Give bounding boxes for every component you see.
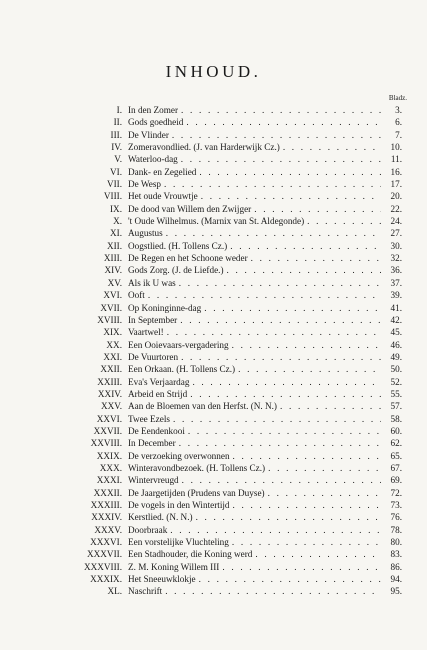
toc-entry <box>0 413 427 425</box>
dot-leader <box>128 400 381 412</box>
dot-leader <box>128 178 381 190</box>
chapter-number: I. <box>116 105 122 115</box>
chapter-number: XXX. <box>99 462 122 473</box>
chapter-number: XVII. <box>100 302 122 313</box>
chapter-title: Op Koninginne-dag <box>128 303 204 313</box>
chapter-title: Eva's Verjaardag <box>128 377 192 387</box>
page-number: 65. <box>390 450 402 461</box>
dot-leader <box>128 264 381 276</box>
toc-entry <box>0 524 427 536</box>
page-number: 57. <box>390 401 402 412</box>
page-number: 41. <box>390 302 402 313</box>
chapter-title: Een vorstelijke Vluchteling <box>128 537 232 547</box>
page-number: 94. <box>390 574 402 585</box>
chapter-number: III. <box>110 129 122 140</box>
chapter-number: X. <box>113 216 122 227</box>
chapter-number: XXVII. <box>93 425 122 436</box>
toc-entry <box>0 314 427 326</box>
dot-leader <box>128 363 381 375</box>
chapter-number: XXV. <box>100 401 122 412</box>
chapter-title: Doorbraak <box>128 525 170 535</box>
dot-leader <box>128 425 381 437</box>
dot-leader <box>128 153 381 165</box>
chapter-title: Naschrift <box>128 586 165 596</box>
chapter-title: Augustus <box>128 228 166 238</box>
toc-entry <box>0 339 427 351</box>
chapter-title: De Wesp <box>128 179 164 189</box>
chapter-number: XXXII. <box>93 487 122 498</box>
toc-entry <box>0 203 427 215</box>
toc-entry <box>0 166 427 178</box>
chapter-number: XX. <box>106 339 122 350</box>
chapter-number: XVI. <box>103 290 122 301</box>
chapter-number: IV. <box>111 142 122 153</box>
chapter-title: Het Sneeuwklokje <box>128 574 199 584</box>
dot-leader <box>128 561 381 573</box>
toc-entry <box>0 487 427 499</box>
toc-entry <box>0 474 427 486</box>
page-number: 95. <box>390 586 402 597</box>
chapter-title: 't Oude Wilhelmus. (Marnix van St. Aldegonde) <box>128 216 307 226</box>
dot-leader <box>128 585 381 597</box>
chapter-number: VI. <box>110 166 122 177</box>
chapter-title: Een Ooievaars-vergadering <box>128 340 232 350</box>
toc-entry <box>0 376 427 388</box>
page-number: 6. <box>395 117 402 128</box>
dot-leader <box>128 437 381 449</box>
page-number: 46. <box>390 339 402 350</box>
chapter-number: XII. <box>106 240 122 251</box>
table-of-contents <box>0 104 427 598</box>
chapter-number: XL. <box>107 586 122 597</box>
dot-leader <box>128 227 381 239</box>
dot-leader <box>128 166 381 178</box>
toc-entry <box>0 227 427 239</box>
chapter-number: VIII. <box>103 191 122 202</box>
chapter-number: IX. <box>110 203 122 214</box>
chapter-number: XXII. <box>100 364 122 375</box>
page-number: 27. <box>390 228 402 239</box>
toc-entry <box>0 425 427 437</box>
page-number: 39. <box>390 290 402 301</box>
dot-leader <box>128 104 381 116</box>
chapter-title: Ooft <box>128 290 148 300</box>
page-number: 52. <box>390 376 402 387</box>
chapter-title: Aan de Bloemen van den Herfst. (N. N.) <box>128 401 280 411</box>
page-number: 11. <box>390 154 402 165</box>
toc-entry <box>0 277 427 289</box>
page-number: 32. <box>390 253 402 264</box>
page-number: 86. <box>390 561 402 572</box>
page-number: 24. <box>390 216 402 227</box>
page-number: 50. <box>390 364 402 375</box>
toc-entry <box>0 363 427 375</box>
page-number: 76. <box>390 512 402 523</box>
dot-leader <box>128 413 381 425</box>
dot-leader <box>128 277 381 289</box>
page-number: 49. <box>390 351 402 362</box>
toc-entry <box>0 437 427 449</box>
chapter-number: XV. <box>107 277 122 288</box>
chapter-title: De Vlinder <box>128 130 172 140</box>
chapter-title: Oogstlied. (H. Tollens Cz.) <box>128 241 230 251</box>
dot-leader <box>128 252 381 264</box>
chapter-title: Waterloo-dag <box>128 154 181 164</box>
page-number: 83. <box>390 549 402 560</box>
dot-leader <box>128 499 381 511</box>
page-number: 62. <box>390 438 402 449</box>
dot-leader <box>128 289 381 301</box>
toc-entry <box>0 548 427 560</box>
page-number: 78. <box>390 524 402 535</box>
page-number: 55. <box>390 388 402 399</box>
chapter-number: XXVIII. <box>90 438 122 449</box>
dot-leader <box>128 474 381 486</box>
page-number: 7. <box>395 129 402 140</box>
dot-leader <box>128 462 381 474</box>
chapter-title: Twee Ezels <box>128 414 173 424</box>
page-number: 3. <box>395 105 402 115</box>
dot-leader <box>128 203 381 215</box>
toc-entry <box>0 388 427 400</box>
chapter-number: XXI. <box>103 351 122 362</box>
toc-entry <box>0 116 427 128</box>
page-number: 67. <box>390 462 402 473</box>
toc-entry <box>0 450 427 462</box>
toc-entry <box>0 561 427 573</box>
toc-entry <box>0 400 427 412</box>
chapter-title: De verzoeking overwonnen <box>128 451 233 461</box>
chapter-number: XXXVIII. <box>83 561 122 572</box>
chapter-number: XXXIV. <box>91 512 122 523</box>
page-number: 16. <box>390 166 402 177</box>
chapter-number: XXXIX. <box>90 574 122 585</box>
chapter-number: XXXVII. <box>87 549 122 560</box>
chapter-title: In September <box>128 315 180 325</box>
chapter-number: XIV. <box>104 265 122 276</box>
dot-leader <box>128 351 381 363</box>
toc-entry <box>0 289 427 301</box>
page-title: INHOUD. <box>165 62 262 81</box>
dot-leader <box>128 376 381 388</box>
dot-leader <box>128 536 381 548</box>
dot-leader <box>128 450 381 462</box>
chapter-title: Gods goedheid <box>128 117 186 127</box>
chapter-title: Dank- en Zegelied <box>128 167 199 177</box>
chapter-title: Gods Zorg. (J. de Liefde.) <box>128 265 227 275</box>
chapter-number: XXXIII. <box>90 500 122 510</box>
dot-leader <box>128 129 381 141</box>
toc-entry <box>0 178 427 190</box>
page-number: 58. <box>390 413 402 424</box>
toc-entry <box>0 215 427 227</box>
dot-leader <box>128 116 381 128</box>
dot-leader <box>128 388 381 400</box>
chapter-number: XVIII. <box>97 314 122 325</box>
page-number: 69. <box>390 475 402 486</box>
chapter-number: XXVI. <box>96 413 122 424</box>
chapter-title: De Regen en het Schoone weder <box>128 253 251 263</box>
toc-entry <box>0 351 427 363</box>
toc-entry <box>0 104 427 116</box>
toc-entry <box>0 462 427 474</box>
chapter-number: II. <box>113 117 122 128</box>
chapter-title: Vaartwel! <box>128 327 167 337</box>
chapter-number: XXXV. <box>94 524 122 535</box>
toc-entry <box>0 573 427 585</box>
chapter-title: Wintervreugd <box>128 475 182 485</box>
page-number: 73. <box>390 500 402 510</box>
page-number: 17. <box>390 179 402 190</box>
chapter-title: Arbeid en Strijd <box>128 389 190 399</box>
chapter-title: Een Stadhouder, die Koning werd <box>128 549 255 559</box>
chapter-title: De Jaargetijden (Prudens van Duyse) <box>128 488 268 498</box>
chapter-title: In December <box>128 438 179 448</box>
dot-leader <box>128 215 381 227</box>
toc-entry <box>0 129 427 141</box>
page-number: 37. <box>390 277 402 288</box>
chapter-title: Winteravondbezoek. (H. Tollens Cz.) <box>128 463 268 473</box>
dot-leader <box>128 314 381 326</box>
dot-leader <box>128 339 381 351</box>
chapter-number: XXIV. <box>97 388 122 399</box>
page-number: 36. <box>390 265 402 276</box>
chapter-title: Het oude Vrouwtje <box>128 191 201 201</box>
page-number: 20. <box>390 191 402 202</box>
page-number: 22. <box>390 203 402 214</box>
toc-entry <box>0 153 427 165</box>
toc-entry <box>0 536 427 548</box>
dot-leader <box>128 190 381 202</box>
dot-leader <box>128 302 381 314</box>
page-number: 45. <box>390 327 402 338</box>
chapter-title: Een Orkaan. (H. Tollens Cz.) <box>128 364 238 374</box>
chapter-number: VII. <box>106 179 122 190</box>
toc-entry <box>0 499 427 511</box>
page-number: 72. <box>390 487 402 498</box>
dot-leader <box>128 548 381 560</box>
dot-leader <box>128 487 381 499</box>
toc-entry <box>0 264 427 276</box>
chapter-title: De Vuurtoren <box>128 352 181 362</box>
page-number: 30. <box>390 240 402 251</box>
chapter-number: XXXVI. <box>90 537 122 548</box>
chapter-title: Z. M. Koning Willem III <box>128 562 222 572</box>
chapter-title: Kerstlied. (N. N.) <box>128 512 196 522</box>
chapter-title: De dood van Willem den Zwijger <box>128 204 254 214</box>
chapter-title: De Eendenkooi <box>128 426 188 436</box>
chapter-title: De vogels in den Wintertijd <box>128 500 233 510</box>
page-column-header: Bladz. <box>388 94 407 102</box>
chapter-number: XIII. <box>103 253 122 264</box>
page-number: 60. <box>390 425 402 436</box>
toc-entry <box>0 190 427 202</box>
chapter-number: XXIII. <box>97 376 122 387</box>
chapter-title: Zomeravondlied. (J. van Harderwijk Cz.) <box>128 142 283 152</box>
dot-leader <box>128 240 381 252</box>
chapter-number: XXIX. <box>96 450 122 461</box>
dot-leader <box>128 326 381 338</box>
toc-entry <box>0 302 427 314</box>
chapter-number: XI. <box>110 228 122 239</box>
page-number: 42. <box>390 314 402 325</box>
toc-entry <box>0 141 427 153</box>
chapter-number: XXXI. <box>96 475 122 486</box>
toc-entry <box>0 511 427 523</box>
dot-leader <box>128 573 381 585</box>
toc-entry <box>0 240 427 252</box>
dot-leader <box>128 141 381 153</box>
chapter-number: XIX. <box>103 327 122 338</box>
toc-entry <box>0 252 427 264</box>
toc-entry <box>0 326 427 338</box>
toc-entry <box>0 585 427 597</box>
chapter-title: Als ik U was <box>128 278 179 288</box>
dot-leader <box>128 511 381 523</box>
chapter-title: In den Zomer <box>128 105 181 115</box>
page-number: 10. <box>390 142 402 153</box>
page-number: 80. <box>390 537 402 548</box>
dot-leader <box>128 524 381 536</box>
chapter-number: V. <box>114 154 122 165</box>
